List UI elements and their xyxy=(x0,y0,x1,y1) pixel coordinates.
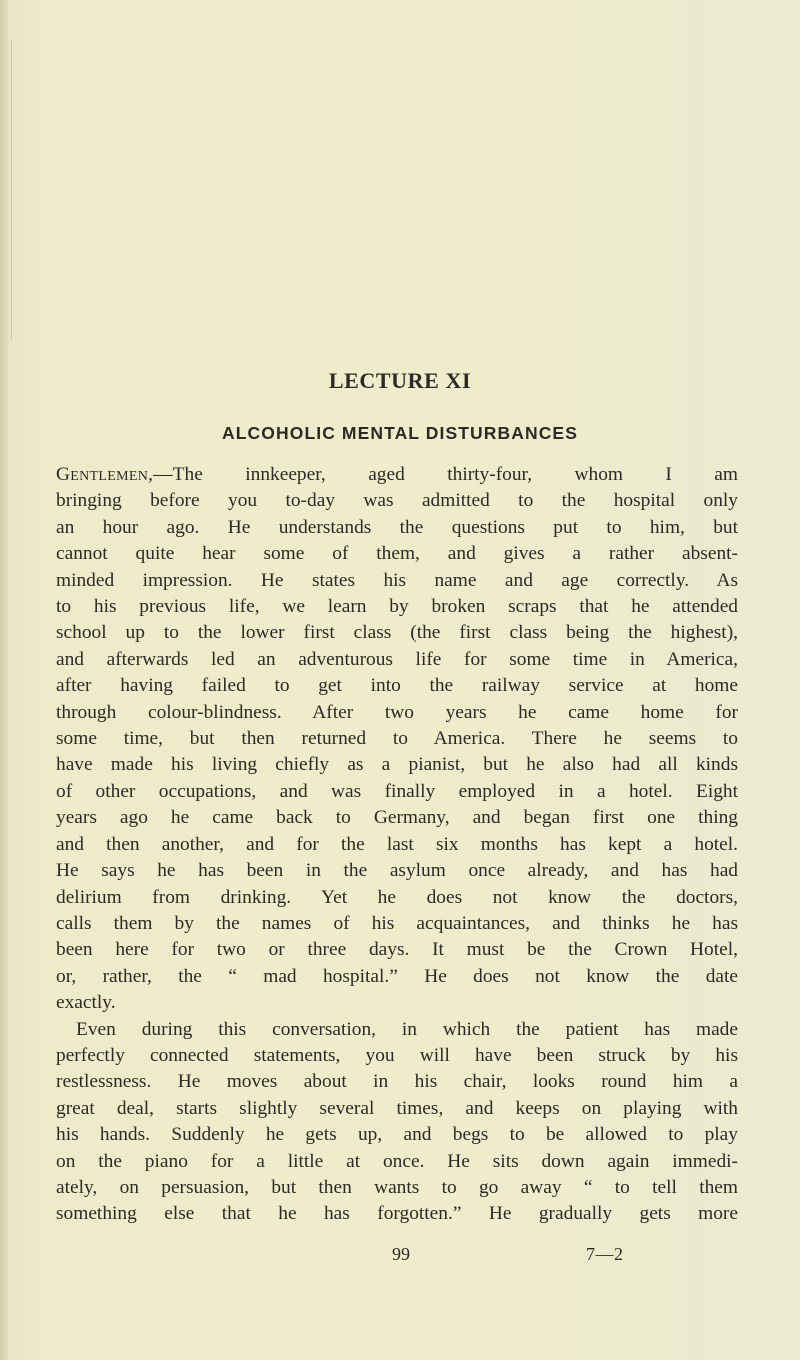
lecture-title: LECTURE XI xyxy=(328,368,472,393)
text-line: his hands. Suddenly he gets up, and begs to be allowed to play xyxy=(56,1124,738,1146)
text-line: of other occupations, and was finally employed in a hotel. Eight xyxy=(56,780,738,802)
text-line: an hour ago. He understands the questions put to him, but xyxy=(56,516,738,538)
text-line: and then another, and for the last six months has kept a hotel. xyxy=(56,833,738,855)
text-line: cannot quite hear some of them, and gives a rather absent- xyxy=(56,543,738,565)
text-line: to his previous life, we learn by broken scraps that he attended xyxy=(56,596,738,618)
text-line-content: —The innkeeper, aged thirty-four, whom I am xyxy=(153,464,738,485)
text-line: Even during this conversation, in which the patient has made xyxy=(76,1018,738,1040)
text-line: He says he has been in the asylum once already, and has had xyxy=(56,860,738,882)
text-line: on the piano for a little at once. He sits down again immedi- xyxy=(56,1150,738,1172)
text-line: something else that he has forgotten.” He gradually gets more xyxy=(56,1203,738,1225)
text-line: exactly. xyxy=(56,992,116,1014)
text-line: minded impression. He states his name and age correctly. As xyxy=(56,569,738,591)
signature-mark: 7—2 xyxy=(586,1244,624,1264)
text-line: after having failed to get into the railway service at home xyxy=(56,675,738,697)
text-line: been here for two or three days. It must be the Crown Hotel, xyxy=(56,939,738,961)
text-line: and afterwards led an adventurous life for some time in America, xyxy=(56,648,738,670)
paragraph-2 xyxy=(56,1017,738,1228)
page-edge-line xyxy=(11,40,12,340)
text-line: calls them by the names of his acquaintances, and thinks he has xyxy=(56,912,738,934)
body-text xyxy=(56,462,738,1228)
text-line: perfectly connected statements, you will have been struck by his xyxy=(56,1044,738,1066)
text-line: restlessness. He moves about in his chair, looks round him a xyxy=(56,1071,738,1093)
text-line: bringing before you to-day was admitted to the hospital only xyxy=(56,490,738,512)
text-line xyxy=(56,462,738,488)
text-line: through colour-blindness. After two years he came home for xyxy=(56,701,738,723)
text-line: great deal, starts slightly several times, and keeps on playing with xyxy=(56,1097,738,1119)
text-line: years ago he came back to Germany, and began first one thing xyxy=(56,807,738,829)
salutation: Gentlemen, xyxy=(56,464,154,485)
page-gutter-shadow xyxy=(0,0,8,1360)
text-line: delirium from drinking. Yet he does not know the doctors, xyxy=(56,886,738,908)
chapter-heading: ALCOHOLIC MENTAL DISTURBANCES xyxy=(222,423,578,443)
text-line: or, rather, the “ mad hospital.” He does not know the date xyxy=(56,965,738,987)
text-line: some time, but then returned to America. There he seems to xyxy=(56,728,738,750)
page-number: 99 xyxy=(392,1244,410,1264)
text-line: school up to the lower first class (the first class being the highest), xyxy=(56,622,738,644)
text-line: ately, on persuasion, but then wants to go away “ to tell them xyxy=(56,1176,738,1198)
paragraph-1 xyxy=(56,462,738,1017)
text-line: have made his living chiefly as a pianist, but he also had all kinds xyxy=(56,754,738,776)
